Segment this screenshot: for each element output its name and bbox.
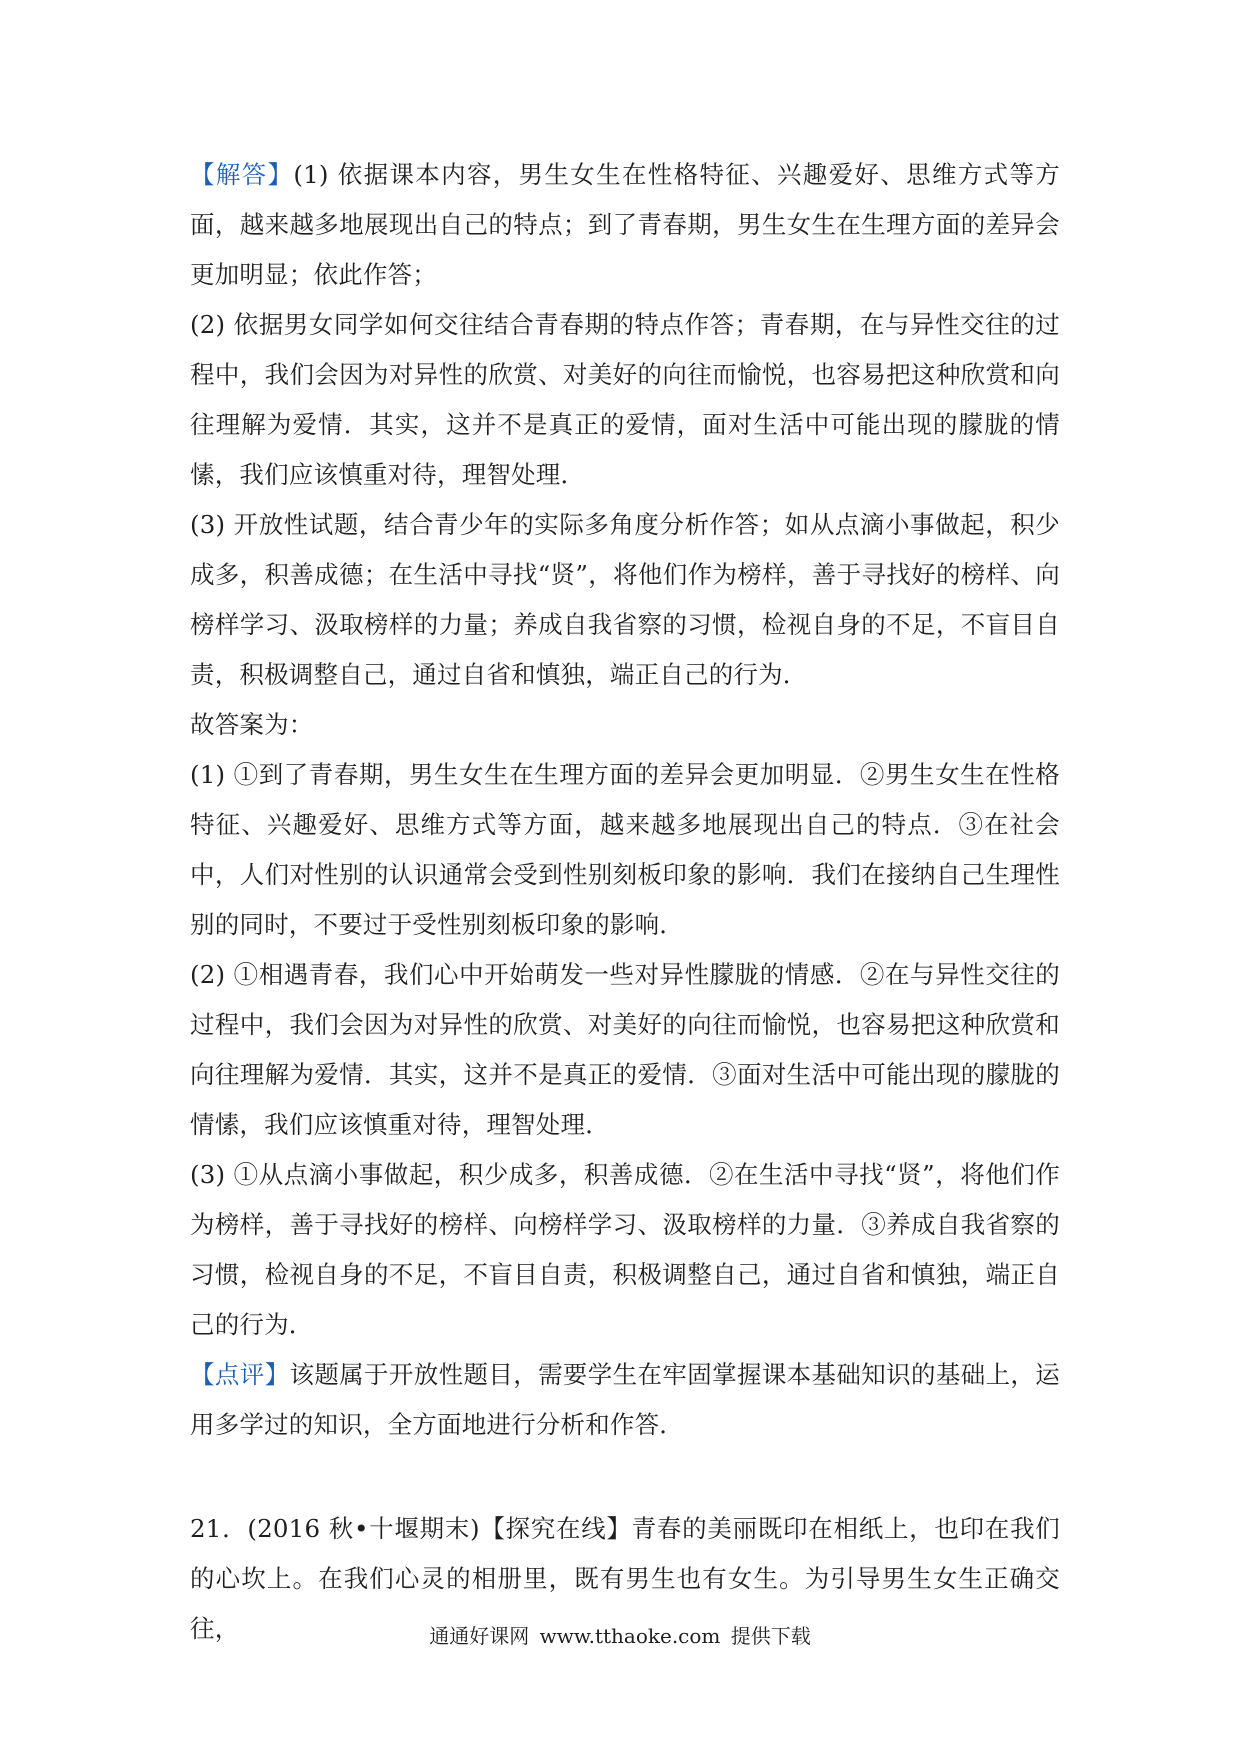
answer-text-1: (1) 依据课本内容，男生女生在性格特征、兴趣爱好、思维方式等方面，越来越多地展现出自己的特点；到了青春期，男生女生在生理方面的差异会更加明显；依此作答；	[190, 160, 1060, 289]
answer-paragraph-2: (2) 依据男女同学如何交往结合青春期的特点作答；青春期，在与异性交往的过程中，我们会因为对异性的欣赏、对美好的向往而愉悦，也容易把这种欣赏和向往理解为爱情．其实，这并不是真正的爱情，面对生活中可能出现的朦胧的情愫，我们应该慎重对待，理智处理．	[190, 310, 1060, 489]
final-answer-3: (3) ①从点滴小事做起，积少成多，积善成德．②在生活中寻找“贤”，将他们作为榜样，善于寻找好的榜样、向榜样学习、汲取榜样的力量．③养成自我省察的习惯，检视自身的不足，不盲目自责，积极调整自己，通过自省和慎独，端正自己的行为．	[190, 1160, 1060, 1339]
page-content	[190, 150, 1060, 1654]
page-footer	[0, 1620, 1240, 1649]
footer-site-name: 通通好课网	[429, 1624, 530, 1648]
comment-paragraph	[190, 1350, 1060, 1450]
answer-paragraph-1	[190, 150, 1060, 300]
final-answer-2: (2) ①相遇青春，我们心中开始萌发一些对异性朦胧的情感．②在与异性交往的过程中，我们会因为对异性的欣赏、对美好的向往而愉悦，也容易把这种欣赏和向往理解为爱情．其实，这并不是真正的爱情．③面对生活中可能出现的朦胧的情愫，我们应该慎重对待，理智处理．	[190, 960, 1060, 1139]
answer-tag: 【解答】	[190, 160, 294, 189]
comment-tag: 【点评】	[190, 1360, 290, 1389]
footer-url: www.tthaoke.com	[539, 1624, 721, 1648]
question-21: 21．(2016 秋•十堰期末)【探究在线】青春的美丽既印在相纸上，也印在我们的心坎上。在我们心灵的相册里，既有男生也有女生。为引导男生女生正确交往，	[190, 1514, 1060, 1643]
final-answer-1: (1) ①到了青春期，男生女生在生理方面的差异会更加明显．②男生女生在性格特征、兴趣爱好、思维方式等方面，越来越多地展现出自己的特点．③在社会中，人们对性别的认识通常会受到性别刻板印象的影响．我们在接纳自己生理性别的同时，不要过于受性别刻板印象的影响．	[190, 760, 1060, 939]
answer-label: 故答案为：	[190, 710, 314, 739]
answer-paragraph-3: (3) 开放性试题，结合青少年的实际多角度分析作答；如从点滴小事做起，积少成多，积善成德；在生活中寻找“贤”，将他们作为榜样，善于寻找好的榜样、向榜样学习、汲取榜样的力量；养成自我省察的习惯，检视自身的不足，不盲目自责，积极调整自己，通过自省和慎独，端正自己的行为．	[190, 510, 1060, 689]
comment-text: 该题属于开放性题目，需要学生在牢固掌握课本基础知识的基础上，运用多学过的知识，全方面地进行分析和作答．	[190, 1360, 1060, 1439]
section-spacer	[190, 1450, 1060, 1504]
footer-suffix: 提供下载	[730, 1624, 811, 1648]
